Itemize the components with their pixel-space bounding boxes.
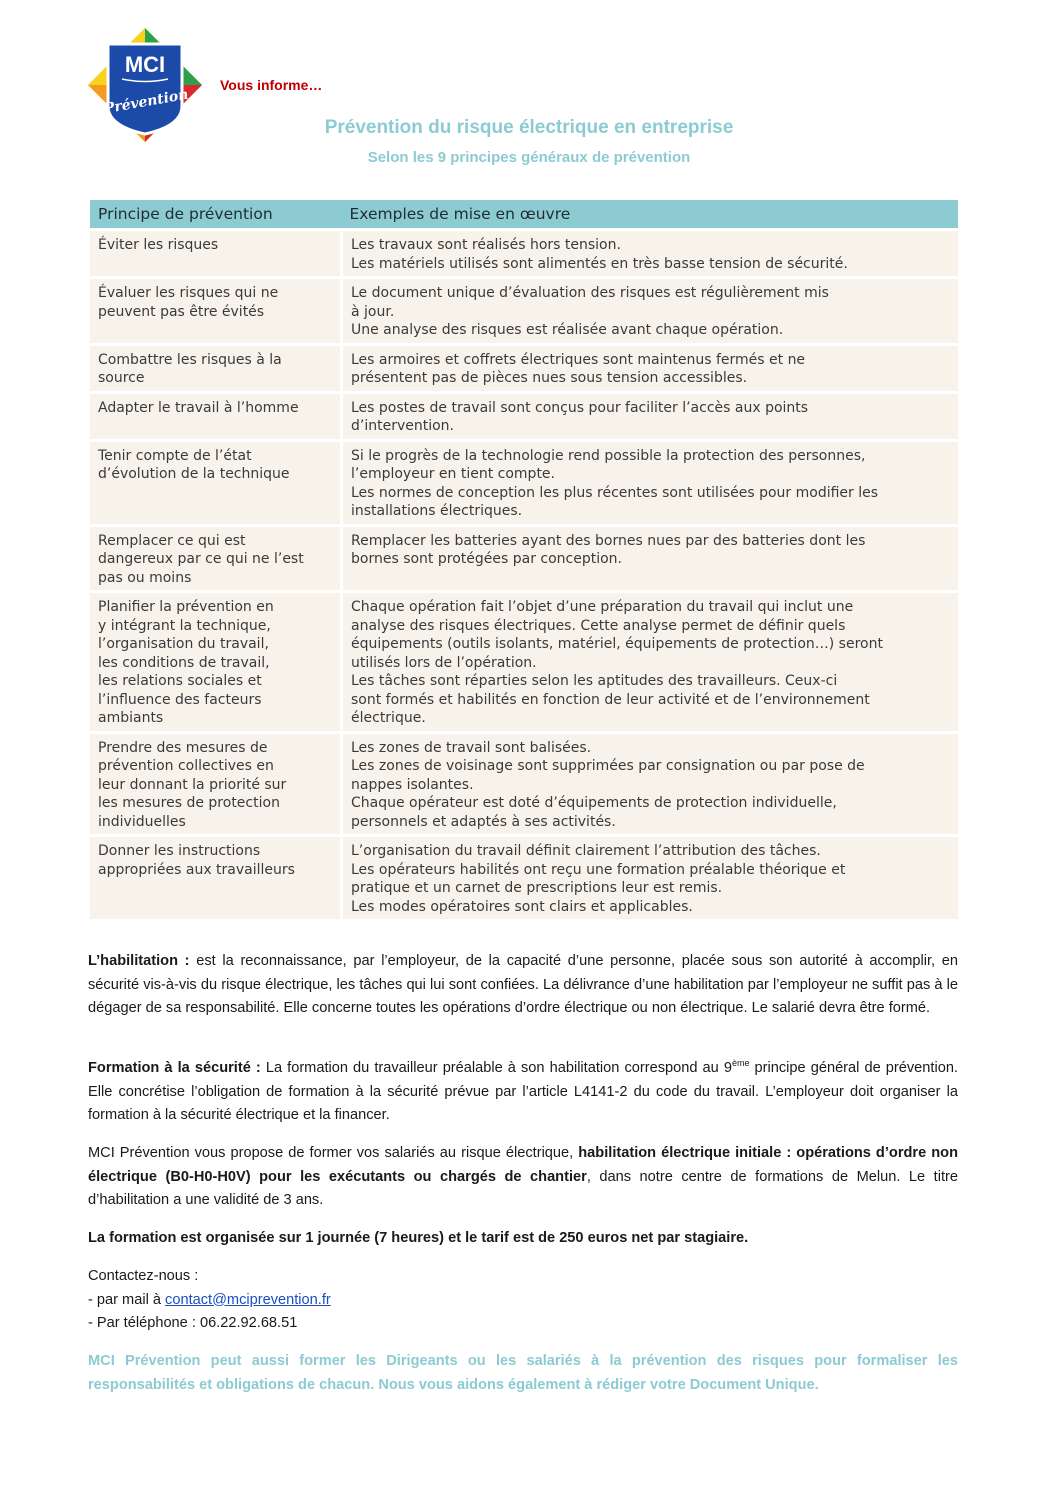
formation-text-1: La formation du travailleur préalable à son habilitation correspond au 9 (260, 1060, 732, 1076)
example-line: présentent pas de pièces nues sous tension accessibles. (351, 370, 748, 386)
examples-cell (342, 836, 959, 920)
example-line: Le document unique d’évaluation des risques est régulièrement mis (351, 285, 829, 301)
example-line: Les tâches sont réparties selon les aptitudes des travailleurs. Ceux-ci (351, 673, 838, 689)
email-link[interactable]: contact@mciprevention.fr (165, 1291, 331, 1308)
page-subtitle: Selon les 9 principes généraux de prévention (367, 149, 691, 166)
examples-cell (342, 440, 959, 525)
principle-line: Remplacer ce qui est (98, 532, 246, 549)
example-line: Les postes de travail sont conçus pour faciliter l’accès aux points (351, 399, 809, 416)
principle-line: appropriées aux travailleurs (98, 861, 295, 878)
example-line: personnels et adaptés à ses activités. (351, 813, 616, 830)
table-row (90, 278, 958, 345)
principle-cell (90, 525, 342, 592)
principle-line: Évaluer les risques qui ne (98, 285, 279, 301)
example-line: d’intervention. (351, 418, 454, 434)
principle-line: Tenir compte de l’état (98, 447, 252, 464)
example-line: installations électriques. (351, 503, 523, 519)
example-line: Chaque opération fait l’objet d’une préparation du travail qui inclut une (351, 599, 854, 615)
principle-line: pas ou moins (98, 569, 192, 586)
principle-line: Donner les instructions (98, 843, 261, 859)
example-line: nappes isolantes. (351, 776, 474, 793)
habilitation-text: est la reconnaissance, par l’employeur, de la capacité d’une personne, placée sous son autorité à accomplir, en sécurité vis-à-vis du risque électrique, les tâches qui lui sont confiées. La délivrance d’une habilitation par l’employeur ne suffit pas à le dégager de sa responsabilité. Elle concerne toutes les opérations d’ordre électrique ou non électrique. Le salarié devra être formé. (88, 953, 958, 1016)
example-line: Les zones de voisinage sont supprimées par consignation ou par pose de (351, 758, 865, 774)
example-line: Les opérateurs habilités ont reçu une formation préalable théorique et (351, 861, 846, 878)
table-row (90, 592, 958, 733)
example-line: utilisés lors de l’opération. (351, 654, 537, 671)
principle-line: l’influence des facteurs (98, 691, 262, 708)
offer-paragraph (88, 1142, 958, 1213)
table-row (90, 230, 958, 278)
examples-cell (342, 344, 959, 392)
example-line: Chaque opérateur est doté d’équipements de protection individuelle, (351, 795, 837, 811)
principle-cell (90, 230, 342, 278)
principle-cell (90, 392, 342, 440)
principle-line: Éviter les risques (98, 237, 219, 253)
principle-line: Prendre des mesures de (98, 739, 268, 756)
example-line: à jour. (351, 303, 395, 320)
contact-block (88, 1265, 958, 1336)
example-line: L’organisation du travail définit clairement l’attribution des tâches. (351, 843, 821, 859)
example-line: sont formés et habilités en fonction de leur activité et de l’environnement (351, 691, 870, 708)
table-row (90, 392, 958, 440)
habilitation-label: L’habilitation : (88, 953, 190, 969)
examples-cell (342, 525, 959, 592)
table-row (90, 344, 958, 392)
example-line: équipements (outils isolants, matériel, équipements de protection…) seront (351, 636, 883, 652)
example-line: pratique et un carnet de prescriptions leur est remis. (351, 880, 723, 896)
principle-cell (90, 836, 342, 920)
table-header-row (90, 200, 958, 230)
example-line: l’employeur en tient compte. (351, 466, 555, 482)
table-row (90, 525, 958, 592)
example-line: bornes sont protégées par conception. (351, 551, 622, 567)
principle-line: les relations sociales et (98, 673, 262, 689)
principle-line: y intégrant la technique, (98, 617, 271, 634)
formation-label: Formation à la sécurité : (88, 1060, 261, 1076)
examples-cell (342, 278, 959, 345)
tagline: Vous informe… (220, 77, 323, 93)
examples-cell (342, 592, 959, 733)
principle-cell (90, 440, 342, 525)
example-line: Les modes opératoires sont clairs et applicables. (351, 898, 693, 915)
examples-cell (342, 732, 959, 836)
principle-cell (90, 732, 342, 836)
example-line: Les normes de conception les plus récentes sont utilisées pour modifier les (351, 484, 879, 501)
principle-line: les mesures de protection (98, 795, 280, 811)
header-examples: Exemples de mise en œuvre (342, 200, 959, 230)
principle-cell (90, 278, 342, 345)
principle-line: Combattre les risques à la (98, 351, 282, 368)
header-principle: Principe de prévention (90, 200, 342, 230)
examples-cell (342, 392, 959, 440)
logo-text-prevention: Prévention (102, 86, 190, 118)
principle-line: l’organisation du travail, (98, 636, 269, 652)
principle-line: ambiants (98, 710, 164, 726)
offer-bold: habilitation électrique initiale : opérations d’ordre non électrique (B0-H0-H0V) pour les exécutants ou chargés de chantier (88, 1145, 958, 1185)
offer-text-1: MCI Prévention vous propose de former vos salariés au risque électrique, (88, 1145, 579, 1161)
example-line: Les travaux sont réalisés hors tension. (351, 237, 621, 253)
example-line: Les matériels utilisés sont alimentés en très basse tension de sécurité. (351, 255, 848, 272)
example-line: Une analyse des risques est réalisée avant chaque opération. (351, 322, 784, 338)
principle-line: prévention collectives en (98, 758, 274, 774)
formation-paragraph (88, 1057, 958, 1128)
closing-note: MCI Prévention peut aussi former les Dirigeants ou les salariés à la prévention des risques pour formaliser les responsabilités et obligations de chacun. Nous vous aidons également à rédiger votre Document Unique. (88, 1353, 958, 1393)
principle-line: dangereux par ce qui ne l’est (98, 551, 304, 567)
contact-phone: - Par téléphone : 06.22.92.68.51 (88, 1315, 298, 1331)
contact-intro: Contactez-nous : (88, 1268, 199, 1284)
contact-mail-line (88, 1289, 958, 1313)
pricing-paragraph (88, 1227, 958, 1251)
principle-cell (90, 344, 342, 392)
example-line: Remplacer les batteries ayant des bornes nues par des batteries dont les (351, 532, 866, 549)
principle-line: Adapter le travail à l’homme (98, 399, 299, 416)
principle-line: d’évolution de la technique (98, 466, 290, 482)
principle-line: source (98, 370, 145, 386)
pricing-text: La formation est organisée sur 1 journée (7 heures) et le tarif est de 250 euros net par stagiaire. (88, 1230, 749, 1246)
principle-line: Planifier la prévention en (98, 599, 274, 615)
offer-text-2: , dans notre centre de formations de Melun. Le titre d’habilitation a une validité de 3 ans. (88, 1168, 958, 1208)
principle-line: les conditions de travail, (98, 654, 270, 671)
table-row (90, 732, 958, 836)
page-title: Prévention du risque électrique en entreprise (324, 117, 734, 138)
principle-line: individuelles (98, 813, 186, 830)
principles-table (90, 200, 958, 919)
examples-cell (342, 230, 959, 278)
contact-mail-prefix: - par mail à (88, 1291, 166, 1308)
principle-line: leur donnant la priorité sur (98, 776, 287, 793)
example-line: Si le progrès de la technologie rend possible la protection des personnes, (351, 447, 866, 464)
example-line: Les armoires et coffrets électriques sont maintenus fermés et ne (351, 351, 806, 368)
formation-sup: ème (731, 1058, 750, 1069)
principle-cell (90, 592, 342, 733)
example-line: analyse des risques électriques. Cette analyse permet de définir quels (351, 617, 846, 634)
example-line: électrique. (351, 710, 426, 726)
habilitation-paragraph (88, 950, 958, 1021)
table-row (90, 836, 958, 920)
formation-text-2: principe général de prévention. Elle concrétise l’obligation de formation à la sécurité prévue par l’article L4141-2 du code du travail. L’employeur doit organiser la formation à la sécurité électrique et la financer. (88, 1060, 958, 1123)
principle-line: peuvent pas être évités (98, 303, 265, 320)
logo-text-mci: MCI (124, 52, 166, 77)
table-row (90, 440, 958, 525)
example-line: Les zones de travail sont balisées. (351, 739, 592, 756)
